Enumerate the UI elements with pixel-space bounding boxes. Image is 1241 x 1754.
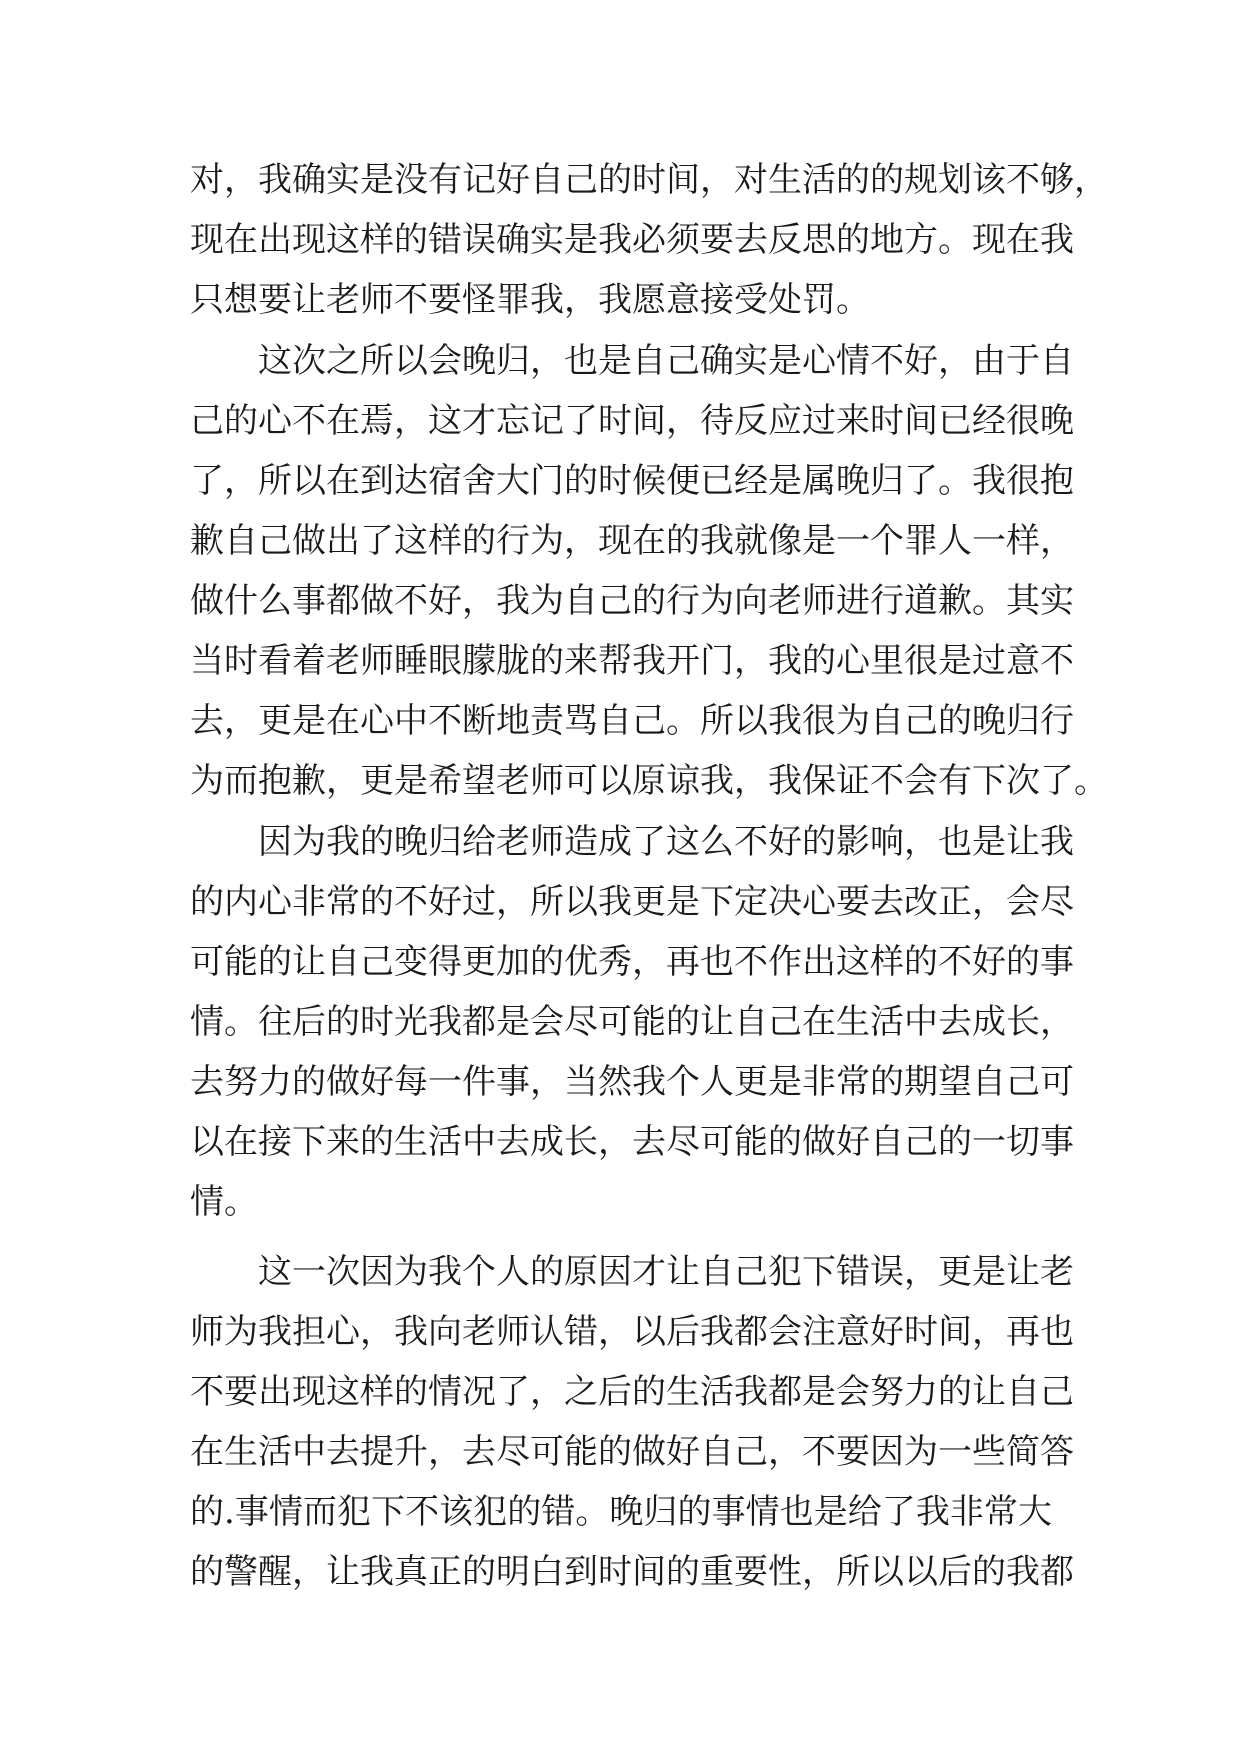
- text-line: 情。往后的时光我都是会尽可能的让自己在生活中去成长，: [190, 1002, 1074, 1042]
- text-line: 去，更是在心中不断地责骂自己。所以我很为自己的晚归行: [190, 701, 1074, 741]
- text-line: 在生活中去提升，去尽可能的做好自己，不要因为一些简答: [190, 1432, 1074, 1472]
- text-line: 当时看着老师睡眼朦胧的来帮我开门，我的心里很是过意不: [190, 641, 1074, 681]
- paragraph-1: [190, 150, 1108, 330]
- document-body: [190, 150, 1108, 1602]
- paragraph-2: [190, 331, 1108, 811]
- text-line: 为而抱歉，更是希望老师可以原谅我，我保证不会有下次了。: [190, 761, 1108, 801]
- text-line: 可能的让自己变得更加的优秀，再也不作出这样的不好的事: [190, 942, 1074, 982]
- text-line: 只想要让老师不要怪罪我，我愿意接受处罚。: [190, 280, 870, 320]
- paragraph-4: [190, 1242, 1074, 1602]
- text-line: 这一次因为我个人的原因才让自己犯下错误，更是让老: [258, 1252, 1074, 1292]
- text-line: 情。: [190, 1182, 258, 1222]
- text-line: 的内心非常的不好过，所以我更是下定决心要去改正，会尽: [190, 882, 1074, 922]
- text-line: 因为我的晚归给老师造成了这么不好的影响，也是让我: [258, 822, 1074, 862]
- text-line: 对，我确实是没有记好自己的时间，对生活的的规划该不够，: [190, 160, 1108, 200]
- text-line: 师为我担心，我向老师认错，以后我都会注意好时间，再也: [190, 1312, 1074, 1352]
- paragraph-3: [190, 812, 1074, 1232]
- text-line: 歉自己做出了这样的行为，现在的我就像是一个罪人一样，: [190, 521, 1074, 561]
- text-line: 现在出现这样的错误确实是我必须要去反思的地方。现在我: [190, 220, 1074, 260]
- text-line: 以在接下来的生活中去成长，去尽可能的做好自己的一切事: [190, 1122, 1074, 1162]
- text-line: 不要出现这样的情况了，之后的生活我都是会努力的让自己: [190, 1372, 1074, 1412]
- text-line: 的.事情而犯下不该犯的错。晚归的事情也是给了我非常大: [190, 1492, 1052, 1532]
- text-line: 这次之所以会晚归，也是自己确实是心情不好，由于自: [258, 341, 1074, 381]
- text-line: 己的心不在焉，这才忘记了时间，待反应过来时间已经很晚: [190, 401, 1074, 441]
- text-line: 的警醒，让我真正的明白到时间的重要性，所以以后的我都: [190, 1552, 1074, 1592]
- text-line: 了，所以在到达宿舍大门的时候便已经是属晚归了。我很抱: [190, 461, 1074, 501]
- text-line: 去努力的做好每一件事，当然我个人更是非常的期望自己可: [190, 1062, 1074, 1102]
- text-line: 做什么事都做不好，我为自己的行为向老师进行道歉。其实: [190, 581, 1074, 621]
